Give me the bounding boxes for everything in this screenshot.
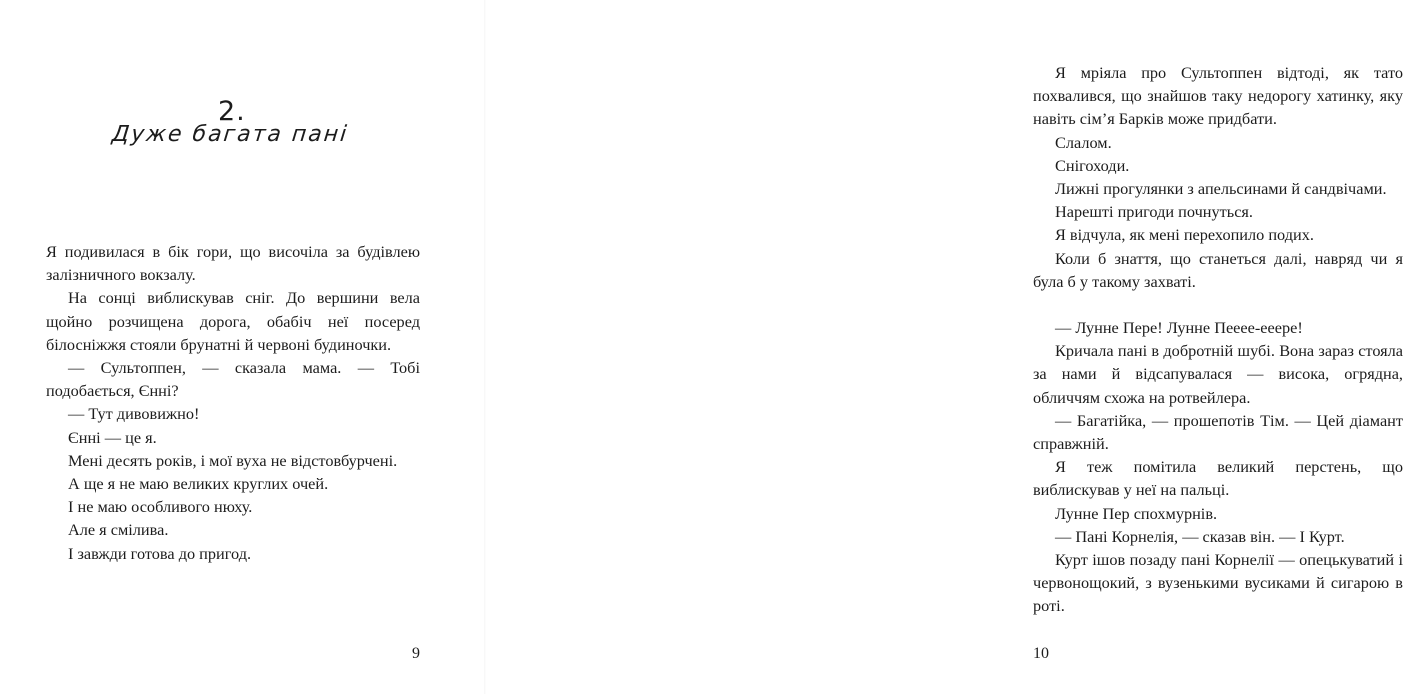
paragraph: Снігоходи.: [1055, 155, 1130, 175]
paragraph: Слалом.: [1055, 132, 1112, 152]
paragraph: — Багатійка, — прошепотів Тім. — Цей діамант справжній.: [1033, 410, 1403, 454]
right-page-body: [1033, 61, 1403, 618]
paragraph: На сонці виблискував сніг. До вершини вела щойно розчищена дорога, обабіч неї посеред білосніжжя стояли брунатні й червоні будиночки.: [46, 288, 420, 354]
paragraph: Курт ішов позаду пані Корнелії — опецькуватий і червонощокий, з вузенькими вусиками й сигарою в роті.: [1033, 550, 1403, 616]
paragraph: Мені десять років, і мої вуха не відстовбурчені.: [68, 450, 398, 470]
paragraph: Але я смілива.: [68, 520, 169, 540]
paragraph: Єнні — це я.: [68, 427, 157, 447]
paragraph: Кричала пані в добротній шубі. Вона зараз стояла за нами й відсапувалася — висока, огрядна, обличчям схожа на ротвейлера.: [1033, 341, 1403, 407]
chapter-number: 2.: [218, 96, 246, 127]
paragraph: І не маю особливого нюху.: [68, 497, 253, 517]
paragraph: Я мріяла про Сультоппен відтоді, як тато похвалився, що знайшов таку недорогу хатинку, яку навіть сім’я Барків може придбати.: [1033, 63, 1403, 129]
paragraph: — Лунне Пере! Лунне Пееее-ееере!: [1055, 318, 1303, 338]
paragraph: Лунне Пер спохмурнів.: [1055, 503, 1218, 523]
paragraph: Лижні прогулянки з апельсинами й сандвічами.: [1055, 179, 1387, 199]
page-number-left: 9: [412, 645, 420, 662]
paragraph: Я теж помітила великий перстень, що виблискував у неї на пальці.: [1033, 457, 1403, 500]
paragraph: Нарешті пригоди почнуться.: [1055, 202, 1253, 222]
chapter-title: Дуже багата пані: [110, 122, 350, 147]
paragraph: Я подивилася в бік гори, що височіла за будівлею залізничного вокзалу.: [46, 242, 420, 285]
right-page: [485, 0, 1403, 694]
page-number-right: 10: [1033, 645, 1049, 662]
paragraph: — Пані Корнелія, — сказав він. — І Курт.: [1055, 526, 1345, 546]
left-page: [0, 0, 485, 694]
paragraph: Коли б знаття, що станеться далі, навряд чи я була б у такому захваті.: [1033, 248, 1403, 291]
paragraph: І завжди готова до пригод.: [68, 543, 252, 563]
paragraph: — Сультоппен, — сказала мама. — Тобі подобається, Єнні?: [46, 358, 420, 401]
paragraph: А ще я не маю великих круглих очей.: [68, 474, 329, 494]
left-page-body: [46, 240, 420, 565]
paragraph: — Тут дивовижно!: [68, 404, 200, 424]
paragraph: Я відчула, як мені перехопило подих.: [1055, 225, 1314, 245]
